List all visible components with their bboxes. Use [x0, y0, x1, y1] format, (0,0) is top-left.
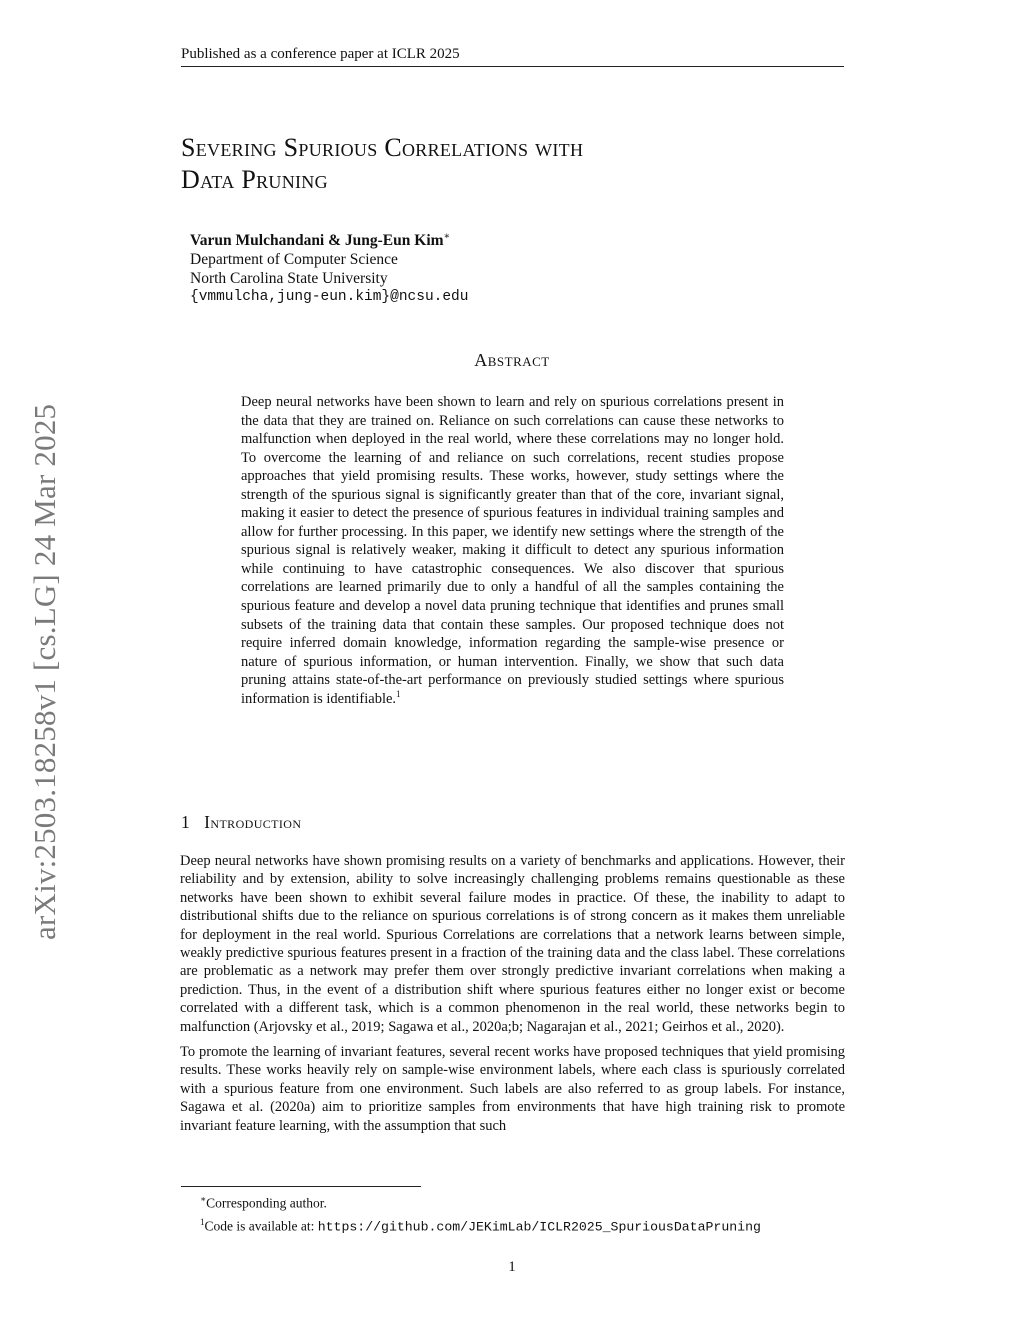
- author-university: North Carolina State University: [190, 270, 388, 288]
- author-block: [190, 227, 468, 307]
- running-header: Published as a conference paper at ICLR 2025: [181, 44, 844, 67]
- abstract-text: Deep neural networks have been shown to learn and rely on spurious correlations present in the data that they are trained on. Reliance on such correlations can cause these networks to malfunction when deployed in the real world, where these correlations may no longer hold. To overcome the learning of and reliance on such correlations, recent studies propose approaches that yield promising results. These works, however, study settings where the strength of the spurious signal is significantly greater than that of the core, invariant signal, making it easier to detect the presence of spurious features in individual training samples and allow for further processing. In this paper, we identify new settings where the strength of the spurious signal is relatively weaker, making it difficult to detect any spurious information while continuing to have catastrophic consequences. We also discover that spurious correlations are learned primarily due to only a handful of all the samples containing the spurious feature and develop a novel data pruning technique that identifies and prunes small subsets of the training data that contain these samples. Our proposed technique does not require inferred domain knowledge, information regarding the sample-wise presence or nature of spurious information, or human intervention. Finally, we show that such data pruning attains state-of-the-art performance on previously studied settings where spurious information is identifiable.: [241, 394, 784, 707]
- footnotes: [200, 1190, 761, 1237]
- abstract-footnote-mark: 1: [396, 688, 401, 699]
- footnote-2: [200, 1213, 761, 1237]
- footnote-2-mark: 1: [200, 1217, 205, 1227]
- footnote-rule: [181, 1186, 421, 1187]
- corresponding-mark: ∗: [443, 231, 451, 242]
- paper-title: [181, 132, 841, 196]
- intro-paragraph-2: To promote the learning of invariant features, several recent works have proposed techniques that yield promising results. These works heavily rely on sample-wise environment labels, where each class is spuriously correlated with a spurious feature from one environment. Such labels are also referred to as group labels. For instance, Sagawa et al. (2020a) aim to prioritize samples from environments that have high training risk to promote invariant feature learning, with the assumption that such: [180, 1044, 845, 1134]
- abstract-heading: Abstract: [474, 350, 550, 370]
- footnote-2-text: Code is available at:: [204, 1218, 318, 1234]
- author-email: {vmmulcha,jung-eun.kim}@ncsu.edu: [190, 289, 469, 306]
- section-number: 1: [181, 812, 191, 832]
- footnote-1-text: Corresponding author.: [206, 1195, 327, 1211]
- intro-paragraph-1: Deep neural networks have shown promising results on a variety of benchmarks and applications. However, their reliability and by extension, ability to solve increasingly challenging problems remains questionable as these networks have been shown to exhibit several failure modes in practice. Of these, the inability to adapt to distributional shifts due to the reliance on spurious correlations is of strong concern as it makes them unreliable for deployment in the real world. Spurious Correlations are correlations that a network learns between simple, weakly predictive spurious features present in a fraction of the training data and the class label. These correlations are problematic as a network may prefer them over strongly predictive invariant correlations when making a prediction. Thus, in the event of a distribution shift where spurious features either no longer exist or become correlated with a different task, which is a common phenomenon in the real world, these networks begin to malfunction (Arjovsky et al., 2019; Sagawa et al., 2020a;b; Nagarajan et al., 2021; Geirhos et al., 2020).: [180, 853, 845, 1035]
- footnote-1-mark: ∗: [200, 1194, 207, 1204]
- author-department: Department of Computer Science: [190, 251, 398, 269]
- abstract-body: [241, 393, 784, 708]
- section-title: Introduction: [204, 812, 302, 832]
- footnote-1: [200, 1190, 761, 1213]
- code-link[interactable]: https://github.com/JEKimLab/ICLR2025_SpuriousDataPruning: [317, 1219, 761, 1235]
- introduction-body: [180, 852, 845, 1142]
- title-line-1: Severing Spurious Correlations with: [181, 133, 584, 162]
- arxiv-stamp: arXiv:2503.18258v1 [cs.LG] 24 Mar 2025: [27, 403, 62, 940]
- section-heading: [181, 812, 301, 833]
- title-line-2: Data Pruning: [181, 165, 328, 194]
- author-names: Varun Mulchandani & Jung-Eun Kim: [190, 232, 444, 250]
- page-number: 1: [508, 1259, 516, 1275]
